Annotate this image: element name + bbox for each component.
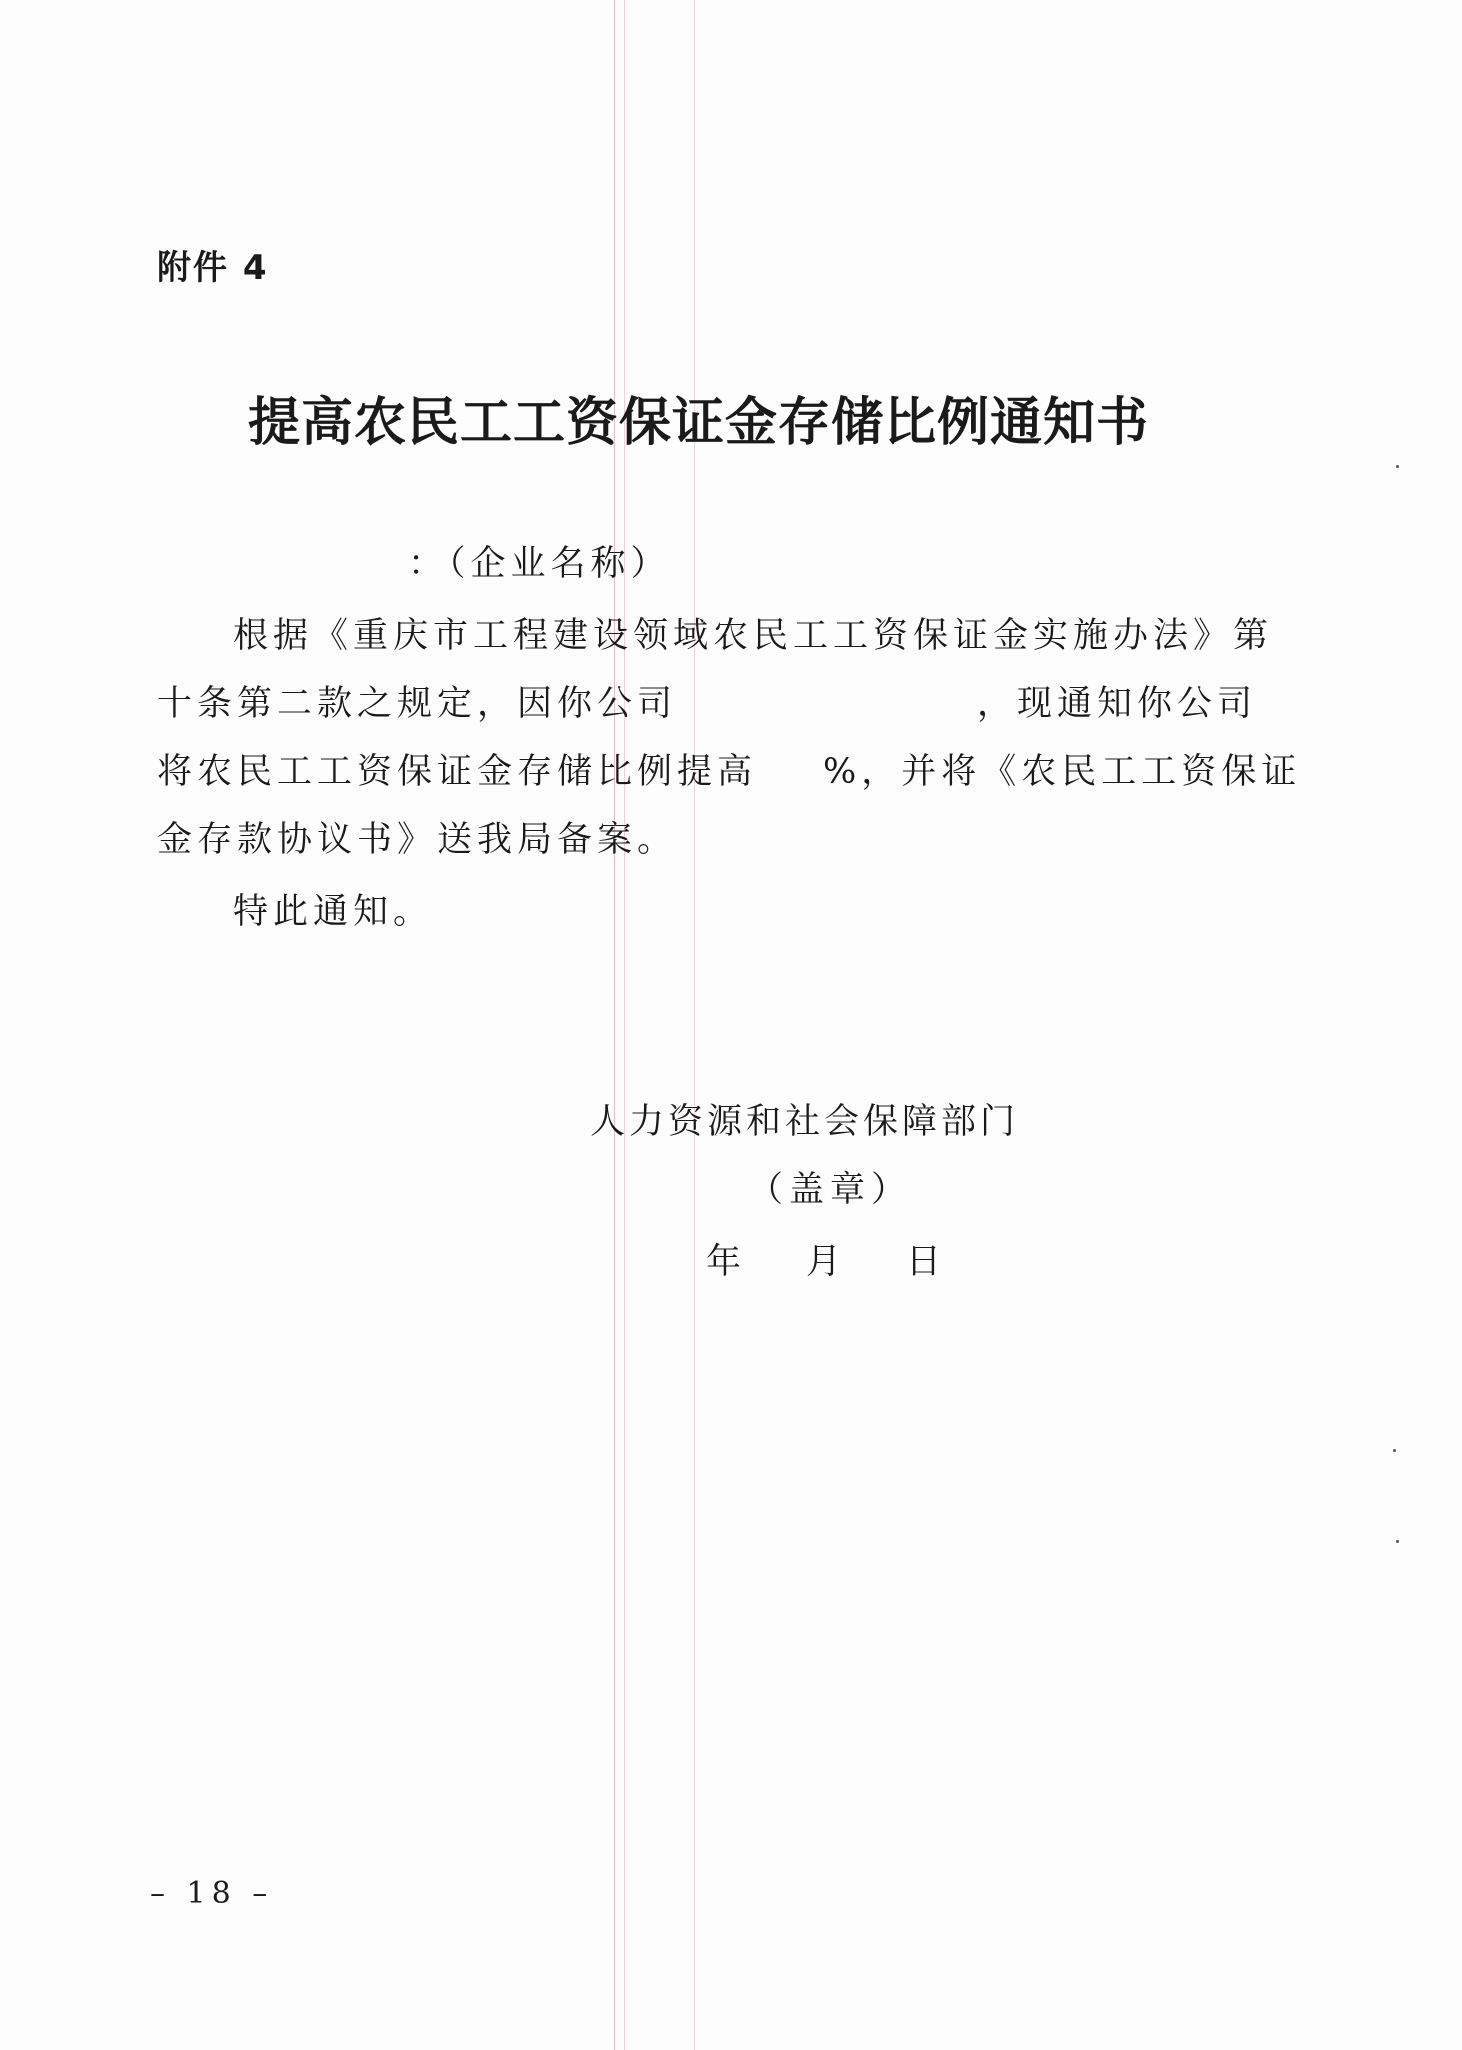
document-title: 提高农民工工资保证金存储比例通知书 [248,392,1150,453]
paragraph-text: 金存款协议书》送我局备案。 [157,820,678,860]
paragraph-text: ，现通知你公司 [977,684,1258,724]
paragraph-line-2 [157,676,1257,726]
paragraph-text: 十条第二款之规定，因你公司 [157,684,678,724]
paragraph-line-1 [233,608,1273,658]
salutation: ：（企业名称） [408,544,671,584]
closing-text: 特此通知。 [233,892,434,932]
scan-speck [1396,1540,1399,1543]
paragraph-text: 将农民工工资保证金存储比例提高 [157,752,758,792]
paragraph-text: %，并将《农民工工资保证 [823,752,1302,792]
date-year: 年 [706,1242,742,1282]
scan-fold-line [694,0,695,2050]
signature-department: 人力资源和社会保障部门 [590,1102,1020,1142]
attachment-label: 附件 4 [157,248,269,288]
paragraph-line-3 [157,744,1301,794]
page-number: – 18 – [150,1876,274,1911]
scan-speck [1393,1449,1396,1452]
signature-seal: （盖章） [748,1170,913,1210]
date-month: 月 [806,1242,842,1282]
scan-fold-line [614,0,615,2050]
scan-speck [1396,465,1399,468]
paragraph-text: 根据《重庆市工程建设领域农民工工资保证金实施办法》第 [233,616,1274,656]
scan-fold-line [624,0,625,2050]
date-day: 日 [906,1242,942,1282]
paragraph-line-4 [157,812,677,862]
